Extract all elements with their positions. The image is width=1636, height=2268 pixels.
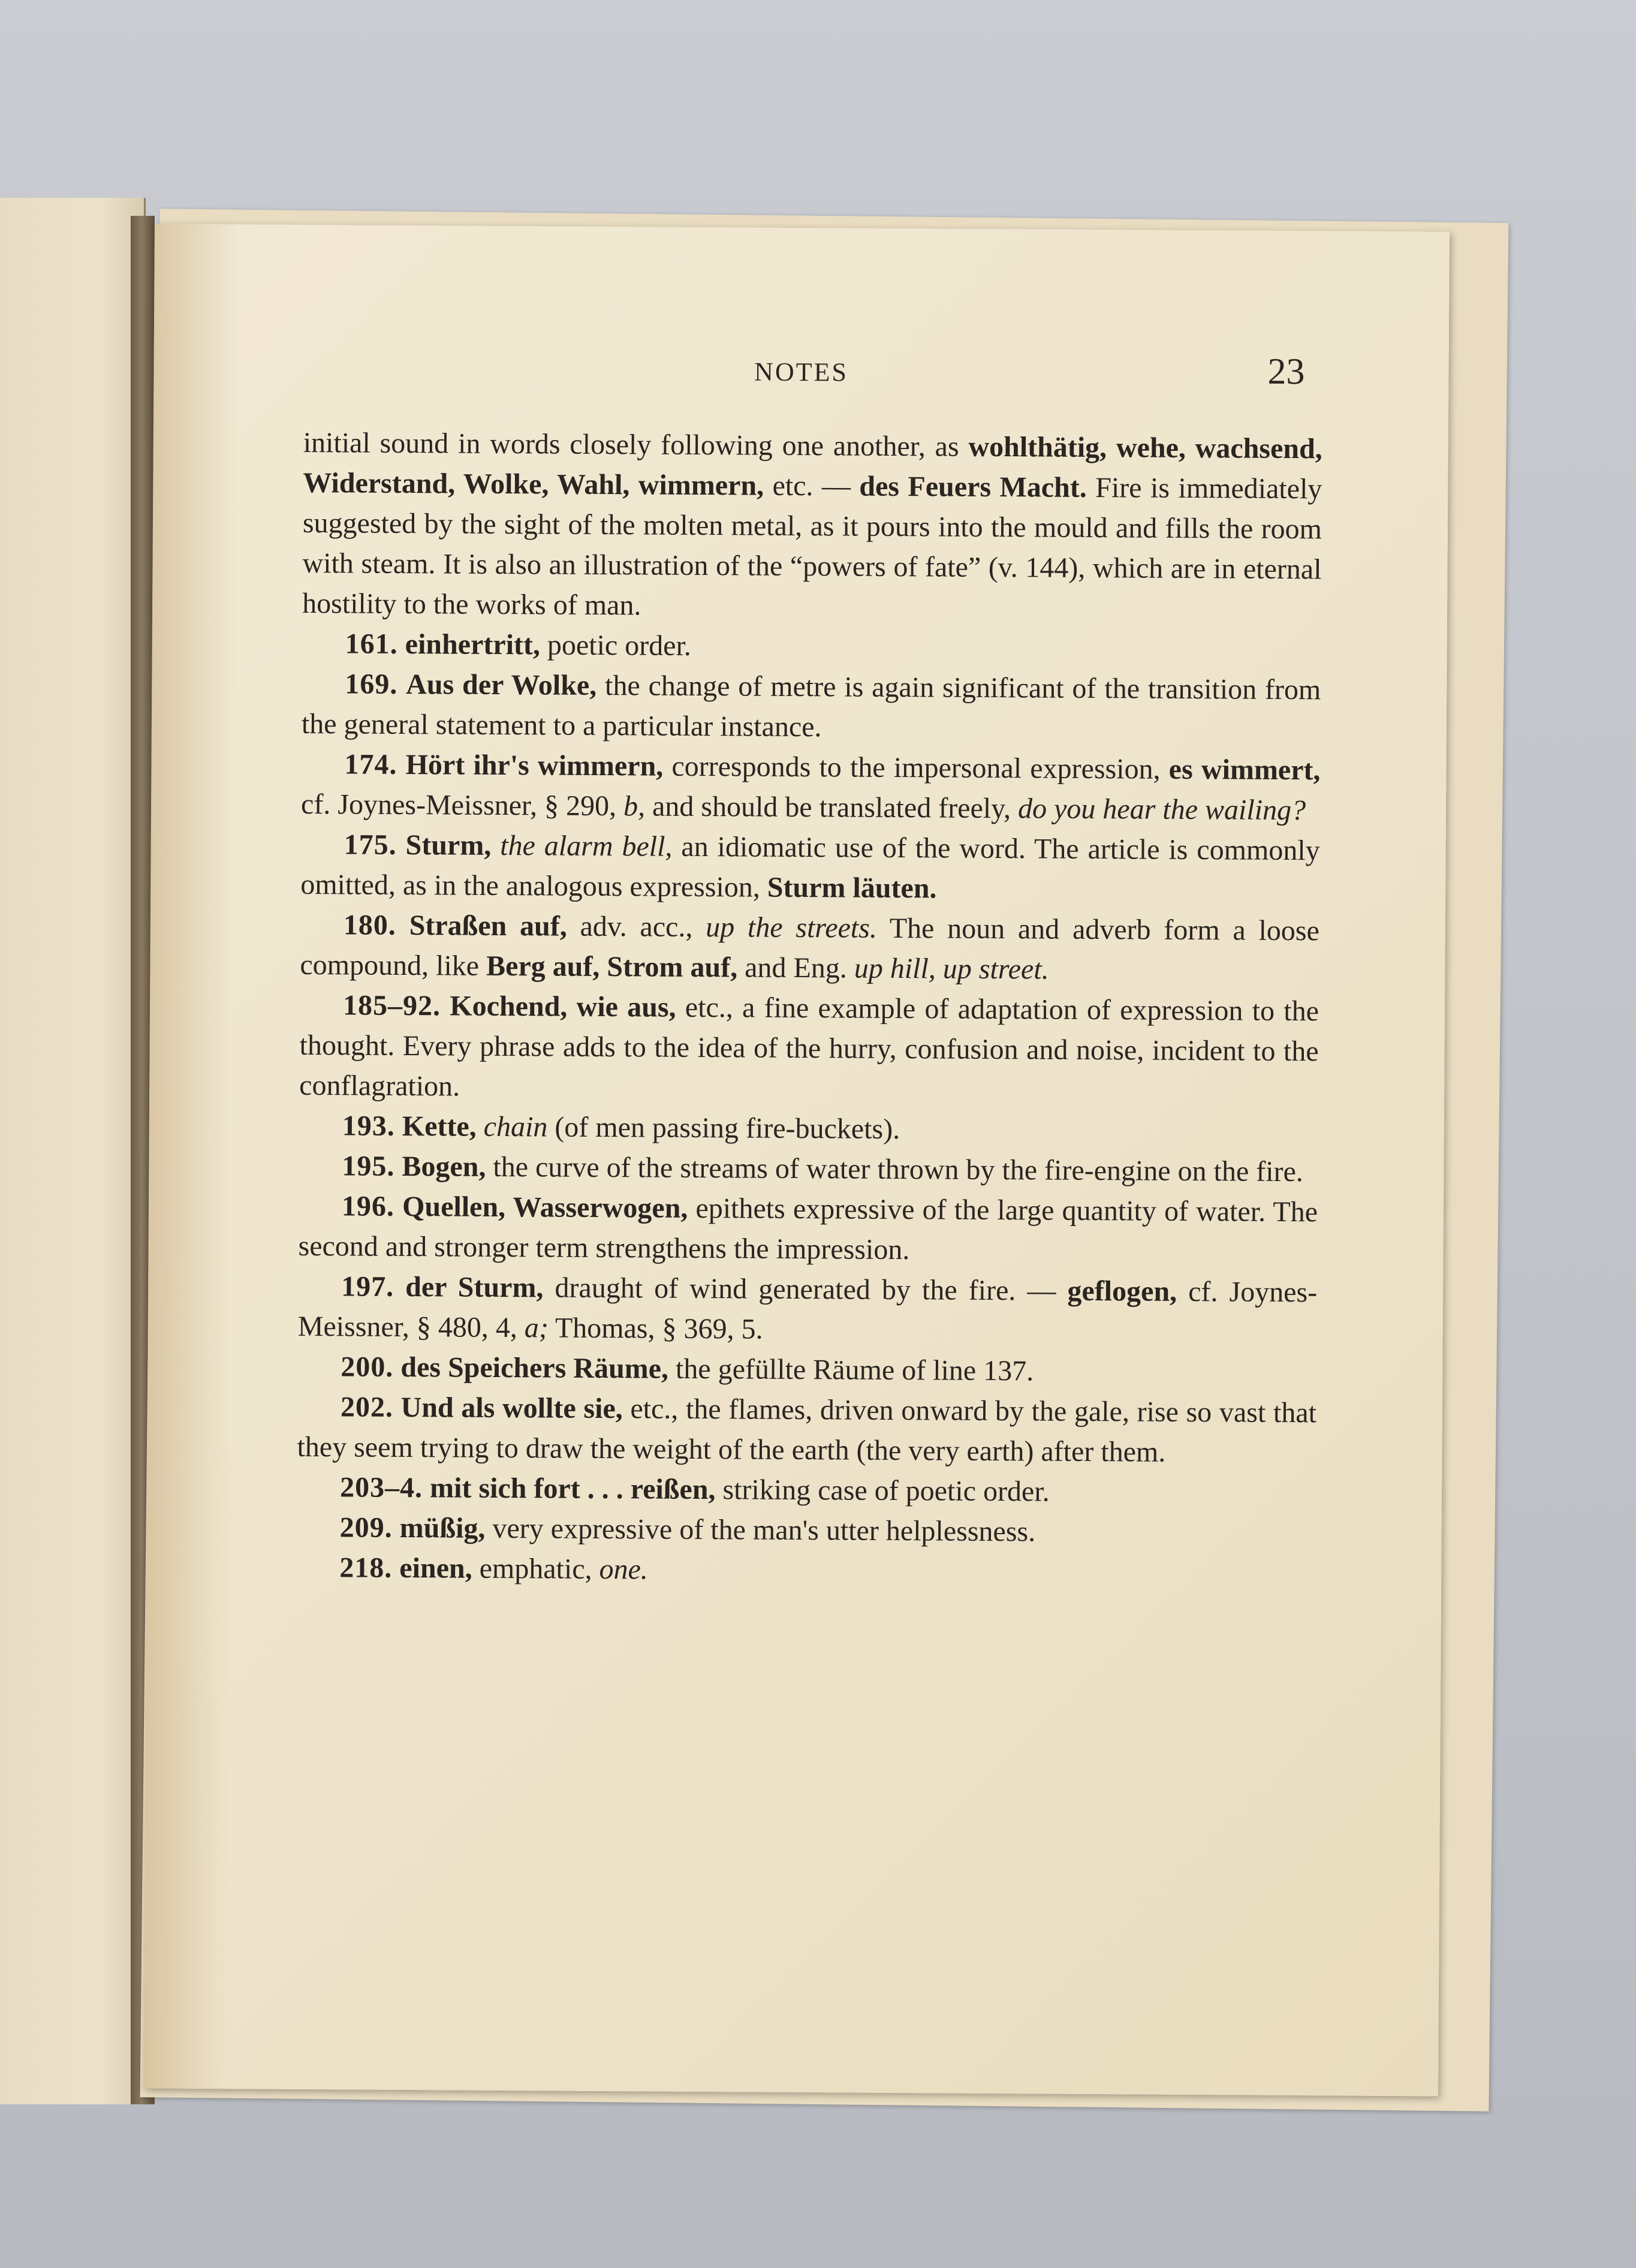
page-number: 23 [1267,351,1305,393]
note-218: 218. einen, emphatic, one. [339,1552,649,1586]
german-words: wohlthätig, wehe, wachsend, Widerstand, Wolke, Wahl, wimmern, [303,430,1322,502]
note-headword: einhertritt, [405,628,541,661]
note-174: 174. Hört ihr's wimmern, corresponds to the impersonal expression, es wimmert, cf. Joynes-Meissner, § 290, b, and should be translated freely, do you hear the wailing? [300,748,1321,827]
note-200: 200. des Speichers Räume, the gefüllte Räume of line 137. [341,1351,1034,1387]
note-headword: der Sturm, [405,1270,544,1304]
line-number: 174. [344,748,397,781]
note-203: 203–4. mit sich fort . . . reißen, striking case of poetic order. [339,1471,1050,1508]
german-phrase: es wimmert, [1168,753,1321,787]
left-page-edge [0,198,146,2104]
note-196: 196. Quellen, Wasserwogen, epithets expressive of the large quantity of water. The second and stronger term strengthens the impression. [298,1190,1318,1266]
line-number: 200. [341,1351,394,1383]
translation: one. [599,1553,649,1586]
note-197: 197. der Sturm, draught of wind generated by the fire. — geflogen, cf. Joynes-Meissner, § 480, 4, a; Thomas, § 369, 5. [297,1270,1318,1345]
note-161: 161. einhertritt, poetic order. [345,628,692,662]
german-phrase: gefüllte Räume [718,1353,895,1386]
note-193: 193. Kette, chain (of men passing fire-buckets). [342,1110,900,1146]
line-number: 195. [342,1150,395,1182]
note-headword: mit sich fort . . . reißen, [429,1472,716,1506]
german-phrase: geflogen, [1067,1275,1177,1308]
line-number: 209. [339,1511,393,1544]
translation: the alarm bell, [500,829,673,863]
line-number: 180. [343,909,397,941]
note-headword: Kochend, wie aus, [450,990,676,1023]
line-number: 218. [339,1552,393,1584]
note-195: 195. Bogen, the curve of the streams of water thrown by the fire-engine on the fire. [342,1150,1304,1188]
line-number: 161. [345,628,398,660]
line-number: 175. [344,829,397,861]
line-number: 185–92. [342,989,441,1022]
german-phrase: des Feuers Macht. [859,470,1087,504]
line-number: 169. [345,668,398,700]
line-number: 202. [340,1391,394,1423]
note-headword: Sturm, [405,829,492,862]
line-number: 203–4. [339,1471,423,1504]
translation: chain [483,1110,548,1143]
note-headword: des Speichers Räume, [400,1351,669,1385]
note-175: 175. Sturm, the alarm bell, an idiomatic use of the word. The article is commonly omitted, as in the analogous expression, Sturm läuten. [300,829,1320,905]
note-headword: müßig, [399,1511,486,1544]
note-209: 209. müßig, very expressive of the man's utter helplessness. [339,1511,1036,1548]
note-headword: Hört ihr's wimmern, [405,748,664,782]
translation: up the streets. [706,911,878,944]
note-headword: Und als wollte sie, [400,1391,623,1425]
notes-body [296,423,1322,1594]
note-headword: Quellen, Wasserwogen, [402,1190,688,1224]
page-stain [143,224,239,2089]
note-180: 180. Straßen auf, adv. acc., up the streets. The noun and adverb form a loose compound, like Berg auf, Strom auf, and Eng. up hill, up street. [300,909,1320,986]
line-number: 197. [341,1270,394,1303]
note-headword: Straßen auf, [409,909,567,942]
translation: do you hear the wailing? [1017,793,1306,827]
german-phrase: Sturm läuten. [767,871,937,905]
note-169: 169. Aus der Wolke, the change of metre is again significant of the transition from the general statement to a particular instance. [301,668,1321,743]
book-page [143,224,1450,2096]
running-head: NOTES [754,357,849,387]
line-number: 196. [341,1190,395,1222]
german-phrase: Berg auf, Strom auf, [486,950,738,984]
note-headword: einen, [399,1552,472,1585]
note-headword: Aus der Wolke, [406,668,597,701]
note-headword: Bogen, [402,1150,486,1183]
line-number: 193. [342,1110,395,1142]
note-continuation: initial sound in words closely following one another, as wohlthätig, wehe, wachsend, Widerstand, Wolke, Wahl, wimmern, etc. — des Feuers Macht. Fire is immediately suggested by the sight of the molten metal, as it pours into the mould and fills the room with steam. It is also an illustration of the “powers of fate” (v. 144), which are in eternal hostility to the works of man. [302,426,1322,622]
note-headword: Kette, [402,1110,477,1143]
note-185: 185–92. Kochend, wie aus, etc., a fine example of adaptation of expression to the thought. Every phrase adds to the idea of the hurry, confusion and noise, incident to the conflagration. [299,989,1319,1103]
note-202: 202. Und als wollte sie, etc., the flames, driven onward by the gale, rise so vast that they seem trying to draw the weight of the earth (the very earth) after them. [297,1391,1317,1468]
